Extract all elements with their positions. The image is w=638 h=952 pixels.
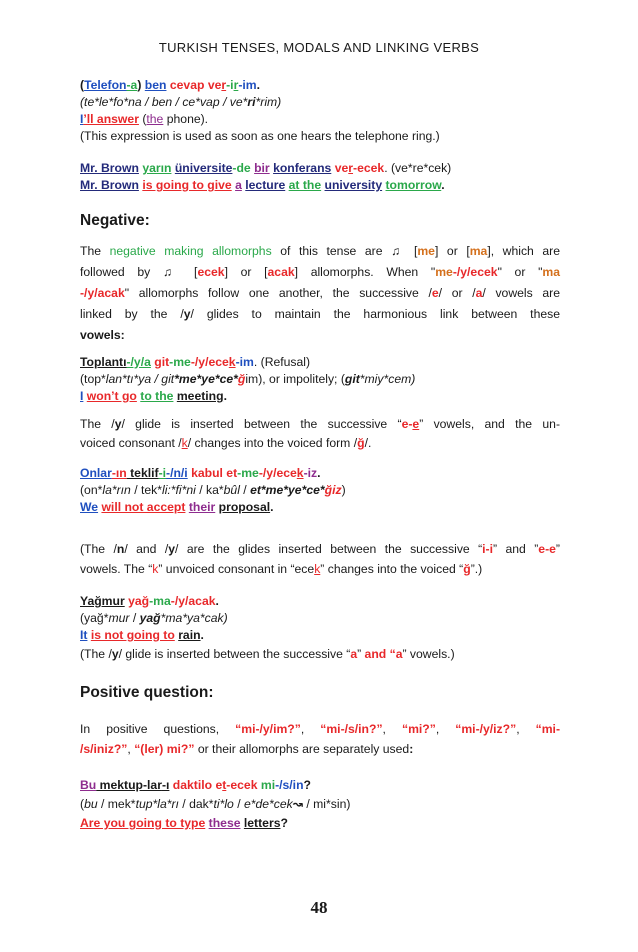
txt: to the [140, 389, 174, 403]
txt: ] allomorphs. When " [294, 265, 436, 279]
txt: these [208, 816, 241, 830]
txt: *miy*cem) [359, 372, 416, 386]
ex3-turkish [80, 354, 560, 370]
txt: ğiz [324, 483, 342, 497]
txt: /. [364, 436, 372, 450]
txt: -iz [303, 466, 318, 480]
txt: In positive questions, [80, 722, 236, 736]
txt: -ın [111, 466, 127, 480]
txt: I [80, 112, 84, 126]
txt: Yağmur [80, 594, 125, 608]
txt: ece [208, 355, 229, 369]
txt: / ce*vap / ve* [172, 95, 248, 109]
txt: ece [294, 562, 315, 576]
txt: ] or [ [224, 265, 268, 279]
txt: The / [80, 417, 115, 431]
txt: rain [178, 628, 201, 642]
txt: . [441, 178, 445, 192]
txt: / [129, 611, 140, 625]
txt: ” vowels, and the un- [419, 417, 560, 431]
txt: Mr. Brown [80, 178, 139, 192]
txt: -me [169, 355, 191, 369]
neg-para-line3 [80, 285, 560, 301]
txt: mektup [96, 778, 143, 792]
txt: la*rın [102, 483, 131, 497]
txt: ” vowels.) [402, 647, 455, 661]
txt: k [181, 436, 188, 450]
txt: r [221, 78, 227, 92]
txt: -ecek [226, 778, 258, 792]
txt: (on* [80, 483, 103, 497]
txt: -ma [149, 594, 171, 608]
txt: git [150, 355, 170, 369]
ex5-turkish [80, 593, 560, 609]
txt: kabul et [187, 466, 238, 480]
txt: teklif [126, 466, 159, 480]
txt: Telefon [84, 78, 127, 92]
txt: -ecek [353, 161, 385, 175]
txt: Toplantı [80, 355, 127, 369]
txt: Onlar [80, 466, 112, 480]
neg-para-line1 [80, 243, 560, 259]
txt: is not going to [90, 628, 175, 642]
txt: (The / [80, 647, 112, 661]
txt: ” unvoiced consonant in “ [158, 562, 295, 576]
ex6-pronunciation [80, 796, 560, 812]
txt: Mr. Brown [80, 161, 139, 175]
txt: “mi-/y/im?” [235, 722, 301, 736]
txt: . [317, 466, 321, 480]
txt: bûl [223, 483, 240, 497]
ex5-pronunciation [80, 610, 560, 626]
txt: ğ [357, 436, 365, 450]
txt: t [222, 778, 227, 792]
txt: / dak* [178, 797, 214, 811]
txt: ti*lo [213, 797, 234, 811]
txt: a [475, 286, 483, 300]
txt: k [228, 355, 236, 369]
txt: " allomorphs follow one another, the successive / [124, 286, 432, 300]
txt: / [239, 483, 251, 497]
txt: ğ [237, 372, 246, 386]
ex4-turkish [80, 465, 560, 481]
txt: is going to give [142, 178, 232, 192]
txt: i-i [482, 542, 494, 556]
txt: tomorrow [385, 178, 442, 192]
txt: proposal [218, 500, 271, 514]
txt: *ma*ya*cak) [160, 611, 228, 625]
txt: and “ [364, 647, 396, 661]
txt: “mi-/y/iz?” [455, 722, 517, 736]
txt: / ka* [195, 483, 224, 497]
txt: r [233, 78, 239, 92]
txt: ma [542, 265, 561, 279]
neg-para-line2 [80, 264, 560, 280]
txt: university [324, 178, 383, 192]
txt: üniversite [174, 161, 233, 175]
txt: n [116, 542, 125, 556]
txt: / mek* [97, 797, 136, 811]
txt: -ı [161, 778, 170, 792]
txt: r [348, 161, 354, 175]
txt: ”.) [470, 562, 483, 576]
txt: y [111, 647, 119, 661]
txt: ece [276, 466, 297, 480]
section-heading-positive-question: Positive question: [80, 684, 214, 701]
txt: The [80, 244, 110, 258]
txt: -/y/a [126, 355, 151, 369]
txt: ] or [ [434, 244, 470, 258]
txt: / glides to maintain the harmonious link between these [190, 307, 560, 321]
txt: cevap [166, 78, 208, 92]
txt: : [409, 742, 414, 756]
txt: , [435, 722, 456, 736]
txt: / glide is inserted between the successive “ [118, 647, 351, 661]
ex5-translation [80, 627, 560, 643]
txt: / vowels are [482, 286, 560, 300]
txt: their [188, 500, 216, 514]
section-heading-negative: Negative: [80, 212, 150, 229]
txt: -/y/ecek [452, 265, 498, 279]
txt: ♫ [391, 244, 406, 258]
txt: . [215, 594, 219, 608]
txt: ” [357, 647, 365, 661]
txt: vowels. The “ [80, 562, 153, 576]
txt: , [516, 722, 536, 736]
txt: -im [238, 78, 257, 92]
txt: ” [555, 542, 560, 556]
txt: won’t go [86, 389, 137, 403]
txt: . (ve*re*cek) [384, 161, 452, 175]
txt: e*de*cek [243, 797, 293, 811]
txt: ( [138, 112, 147, 126]
txt: “(ler) mi?” [134, 742, 195, 756]
page-number: 48 [310, 898, 328, 917]
txt: ↝ [292, 797, 303, 811]
txt: / glide is inserted between the successive “ [121, 417, 402, 431]
txt: ( [80, 78, 85, 92]
txt: (yağ* [80, 611, 109, 625]
txt: , [300, 722, 321, 736]
neg-para-line4 [80, 306, 560, 322]
txt: -i [158, 466, 167, 480]
txt: -/s/in [275, 778, 304, 792]
txt: im), or impolitely; ( [245, 372, 345, 386]
txt: “mi?” [401, 722, 436, 736]
txt: ’ll answer [83, 112, 139, 126]
txt: . [223, 389, 227, 403]
txt: y [168, 542, 176, 556]
txt: . [270, 500, 274, 514]
ex5-note [80, 646, 560, 662]
pq-para-line1 [80, 721, 560, 737]
txt: yağ [124, 594, 150, 608]
txt: ♫ [162, 265, 182, 279]
txt: -de [232, 161, 251, 175]
txt: /s/iniz?” [80, 742, 128, 756]
txt: me [417, 244, 435, 258]
txt: . [256, 78, 260, 92]
txt: “mi-/s/in?” [320, 722, 383, 736]
txt: " or " [497, 265, 543, 279]
ex1-note: (This expression is used as soon as one hears the telephone ring.) [80, 129, 440, 143]
txt: ben [144, 78, 167, 92]
txt: [ [181, 265, 198, 279]
txt: at the [288, 178, 322, 192]
txt: the [146, 112, 164, 126]
txt: ve [207, 78, 222, 92]
ex4-translation [80, 499, 560, 515]
txt: git [344, 372, 360, 386]
txt: k [314, 562, 321, 576]
txt: yağ [139, 611, 161, 625]
txt: a [395, 647, 403, 661]
txt: / or / [438, 286, 476, 300]
txt: negative making allomorphs [109, 244, 272, 258]
txt: ” changes into the voiced “ [320, 562, 464, 576]
txt: or their allomorphs are separately used [194, 742, 410, 756]
ex4-note-line1 [80, 541, 560, 557]
txt: (te*le*fo*na / [80, 95, 152, 109]
txt: e [401, 417, 409, 431]
txt: e-e [538, 542, 556, 556]
ex3-pronunciation [80, 371, 560, 387]
txt: et*me*ye*ce* [250, 483, 325, 497]
txt: me [435, 265, 453, 279]
txt: a [235, 178, 242, 192]
txt: tup*la*rı [135, 797, 179, 811]
txt: ? [280, 816, 288, 830]
txt: -/y/acak [170, 594, 216, 608]
txt: bir [254, 161, 270, 175]
txt: -/y/ [258, 466, 277, 480]
neg-para-line5: vowels: [80, 328, 125, 342]
txt: (top* [80, 372, 106, 386]
txt: acak [267, 265, 295, 279]
txt: ], which are [487, 244, 560, 258]
txt: -a [126, 78, 138, 92]
txt: [ [405, 244, 418, 258]
txt: k [296, 466, 304, 480]
txt: ) [341, 483, 346, 497]
txt: ecek [197, 265, 225, 279]
pq-para-line2 [80, 741, 560, 757]
txt: k [152, 562, 159, 576]
txt: -im [235, 355, 254, 369]
txt: “mi- [535, 722, 560, 736]
txt: / are the glides inserted between the successive “ [175, 542, 483, 556]
txt: lan*tı*ya / git [105, 372, 175, 386]
txt: ( [80, 797, 85, 811]
txt: *me*ye*ce* [174, 372, 238, 386]
txt: - [408, 417, 413, 431]
txt: followed by [80, 265, 163, 279]
txt: daktilo e [169, 778, 223, 792]
txt: ben [151, 95, 173, 109]
txt: mi [257, 778, 276, 792]
txt: konferans [273, 161, 332, 175]
running-header: TURKISH TENSES, MODALS AND LINKING VERBS [158, 40, 480, 55]
txt: phone). [163, 112, 209, 126]
txt: / and / [124, 542, 169, 556]
txt: li:*fi*ni [161, 483, 196, 497]
txt: (The / [80, 542, 117, 556]
ex6-turkish [80, 777, 560, 793]
txt: -me [237, 466, 259, 480]
txt: I [80, 389, 84, 403]
ex4-note-line2 [80, 561, 560, 577]
txt: e [412, 417, 420, 431]
txt: / changes into the voiced form / [187, 436, 358, 450]
ex3-note-line2 [80, 435, 560, 451]
txt: letters [243, 816, 281, 830]
txt: ” and ” [493, 542, 539, 556]
ex2-translation [80, 177, 560, 193]
txt: , [127, 742, 135, 756]
txt: y [183, 307, 191, 321]
txt: mur [108, 611, 130, 625]
txt: / tek* [130, 483, 162, 497]
txt: -i [226, 78, 234, 92]
txt: linked by the / [80, 307, 184, 321]
txt: / mi*sin) [303, 797, 351, 811]
ex1-translation [80, 111, 560, 127]
txt: . [200, 628, 204, 642]
txt: , [382, 722, 402, 736]
txt: ğ [463, 562, 471, 576]
txt: *rim) [255, 95, 282, 109]
txt: -/n/i [166, 466, 188, 480]
txt: -/y/ [190, 355, 209, 369]
ex3-note-line1 [80, 416, 560, 432]
txt: will not accept [101, 500, 186, 514]
ex2-turkish [80, 160, 560, 176]
txt: e [431, 286, 439, 300]
txt: We [80, 500, 99, 514]
txt: Are you going to type [80, 816, 206, 830]
txt: yarın [142, 161, 172, 175]
txt: bu [84, 797, 98, 811]
txt: voiced consonant / [80, 436, 182, 450]
txt: It [80, 628, 88, 642]
ex1-pronunciation [80, 94, 560, 110]
ex3-translation [80, 388, 560, 404]
ex1-turkish [80, 77, 560, 93]
txt: a [350, 647, 358, 661]
ex6-translation [80, 815, 560, 831]
txt: y [114, 417, 122, 431]
txt: Bu [80, 778, 97, 792]
txt: ) [137, 78, 145, 92]
txt: ? [303, 778, 311, 792]
txt: / [233, 797, 244, 811]
txt: lecture [245, 178, 286, 192]
txt: of this tense are [271, 244, 392, 258]
txt: ri [247, 95, 256, 109]
txt: ve [334, 161, 349, 175]
txt: -lar [142, 778, 162, 792]
txt: -/y/acak [80, 286, 125, 300]
txt: ma [469, 244, 488, 258]
ex4-pronunciation [80, 482, 560, 498]
txt: meeting [176, 389, 224, 403]
txt: . (Refusal) [253, 355, 311, 369]
